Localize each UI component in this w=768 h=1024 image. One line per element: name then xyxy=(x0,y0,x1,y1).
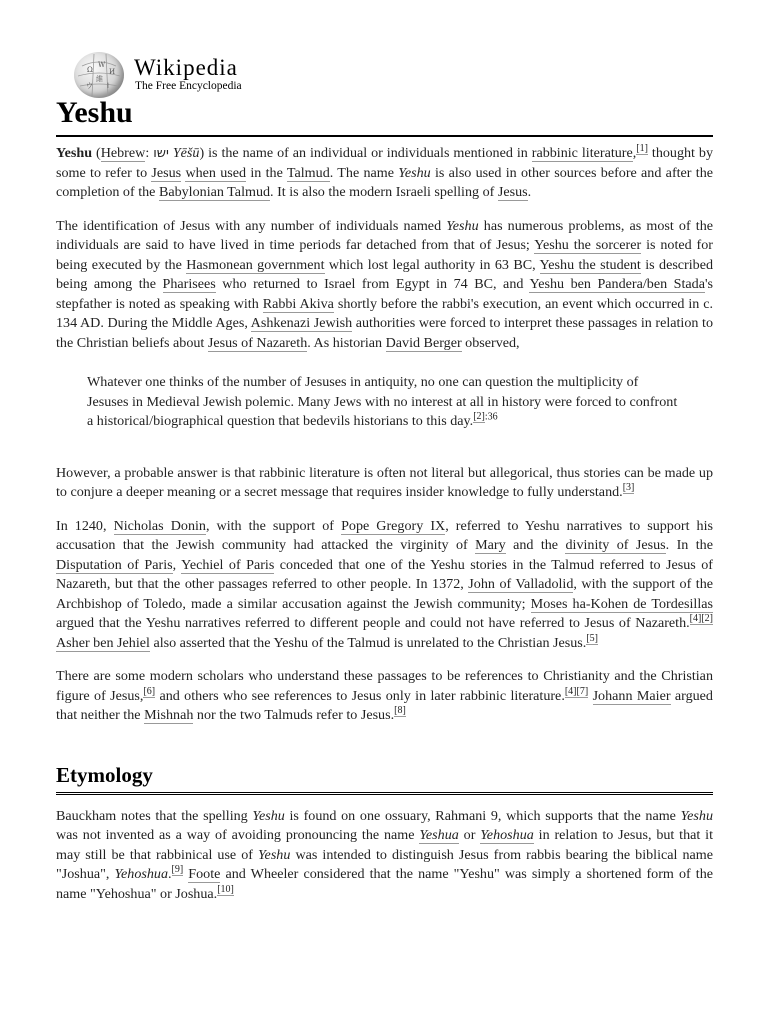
allegory-paragraph: However, a probable answer is that rabbinic literature is often not literal but allegorical, thus stories can be made up to conjure a deeper meaning or a secret message that requires insider knowledge to fully understand.[3] xyxy=(56,464,713,500)
link-yeshu-ben-pandera[interactable]: Yeshu ben Pandera/ben Stada xyxy=(529,276,705,292)
svg-text:ウ: ウ xyxy=(86,82,93,90)
link-disputation-of-paris[interactable]: Disputation of Paris xyxy=(56,556,173,573)
etymology-paragraph: Bauckham notes that the spelling Yeshu is found on one ossuary, Rahmani 9, which supports that the name Yeshu was not invented as a way of avoiding pronouncing the name Yeshua or Yehoshua in relation to Jesus, but that it may still be that rabbinical use of Yeshu was intended to distinguish Jesus from rabbis bearing the biblical name "Joshua", Yehoshua.[9] Foote and Wheeler considered that the name "Yeshu" was simply a shortened form of the name "Yehoshua" or Joshua.[10] xyxy=(56,807,713,902)
page-title: Yeshu xyxy=(56,93,713,137)
puzzle-globe-icon xyxy=(74,52,124,98)
link-ashkenazi-jewish[interactable]: Ashkenazi Jewish xyxy=(250,315,353,331)
link-pharisees[interactable]: Pharisees xyxy=(162,276,216,292)
wordmark: Wikipedia xyxy=(134,55,238,80)
link-yeshua[interactable]: Yeshua xyxy=(419,827,459,843)
link-yechiel-of-paris[interactable]: Yechiel of Paris xyxy=(181,556,275,573)
bold-term: Yeshu xyxy=(56,145,93,161)
etymology-heading: Etymology xyxy=(56,762,713,795)
link-babylonian-talmud[interactable]: Babylonian Talmud xyxy=(158,184,271,200)
ref-3[interactable]: [3] xyxy=(622,482,635,494)
svg-text:維: 維 xyxy=(96,75,103,83)
ref-9[interactable]: [9] xyxy=(171,864,184,876)
link-johann-maier[interactable]: Johann Maier xyxy=(592,687,671,704)
link-jesus-of-nazareth[interactable]: Jesus of Nazareth xyxy=(207,334,308,351)
link-pope-gregory-ix[interactable]: Pope Gregory IX xyxy=(341,517,446,534)
link-hebrew[interactable]: Hebrew xyxy=(100,145,146,161)
ref-2b[interactable]: [2] xyxy=(701,613,713,625)
modern-scholars-paragraph: There are some modern scholars who understand these passages to be references to Christianity and the Christian figure of Jesus,[6] and others who see references to Jesus only in later rabbinic literature.[4][7] Johann Maier argued that neither the Mishnah nor the two Talmuds refer to Jesus.[8] xyxy=(56,668,713,723)
link-david-berger[interactable]: David Berger xyxy=(385,334,462,351)
ref-6[interactable]: [6] xyxy=(143,685,156,697)
link-jesus-2[interactable]: Jesus xyxy=(497,184,528,200)
intro-paragraph: Yeshu (Hebrew: ישו Yēšū) is the name of an individual or individuals mentioned in rabbinic literature,[1] thought by some to refer to Jesus when used in the Talmud. The name Yeshu is also used in other sources before and after the completion of the Babylonian Talmud. It is also the modern Israeli spelling of Jesus. xyxy=(56,143,714,200)
svg-text:Ω: Ω xyxy=(87,66,93,74)
ref-1[interactable]: [1] xyxy=(636,143,648,155)
link-divinity-of-jesus[interactable]: divinity of Jesus xyxy=(565,537,666,553)
ref-5[interactable]: [5] xyxy=(586,632,598,644)
link-rabbinic-literature[interactable]: rabbinic literature xyxy=(531,145,633,161)
hebrew-script: ישו xyxy=(153,146,169,161)
ref-4b[interactable]: [4] xyxy=(564,685,577,697)
svg-text:W: W xyxy=(98,61,106,69)
link-john-of-valladolid[interactable]: John of Valladolid xyxy=(468,576,574,592)
link-when-used[interactable]: when used xyxy=(185,164,247,181)
medieval-paragraph: In 1240, Nicholas Donin, with the support of Pope Gregory IX, referred to Yeshu narratives to support his accusation that the Jewish community had attacked the virginity of Mary and the divinity of Jesus. In the Disputation of Paris, Yechiel of Paris conceded that one of the Yeshu stories in the Talmud referred to Jesus of Nazareth, but that the other passages referred to other people. In 1372, John of Valladolid, with the support of the Archbishop of Toledo, made a similar accusation against the Jewish community; Moses ha-Kohen de Tordesillas argued that the Yeshu narratives referred to different people and could not have referred to Jesus of Nazareth.[4][2] Asher ben Jehiel also asserted that the Yeshu of the Talmud is unrelated to the Christian Jesus.[5] xyxy=(56,517,714,651)
link-rabbi-akiva[interactable]: Rabbi Akiva xyxy=(262,295,334,312)
link-hasmonean-government[interactable]: Hasmonean government xyxy=(186,256,325,273)
block-quote: Whatever one thinks of the number of Jesuses in antiquity, no one can question the multiplicity of Jesuses in Medieval Jewish polemic. Many Jews with no interest at all in history were forced to confront a historical/biographical question that bedevils historians to this day.$^{[2]:36}$ xyxy=(87,374,678,429)
link-jesus[interactable]: Jesus xyxy=(151,164,182,181)
tagline: The Free Encyclopedia xyxy=(135,80,242,92)
link-foote[interactable]: Foote xyxy=(188,866,221,882)
link-yehoshua[interactable]: Yehoshua xyxy=(480,827,534,843)
ref-8[interactable]: [8] xyxy=(394,705,406,717)
transliteration: Yēšū xyxy=(172,145,200,161)
article-body xyxy=(56,140,713,918)
identification-paragraph: The identification of Jesus with any number of individuals named Yeshu has numerous problems, as most of the individuals are said to have lived in time periods far detached from that of Jesus; Yeshu the sorcerer is noted for being executed by the Hasmonean government which lost legal authority in 63 BC, Yeshu the student is described being among the Pharisees who returned to Israel from Egypt in 74 BC, and Yeshu ben Pandera/ben Stada's stepfather is noted as speaking with Rabbi Akiva shortly before the rabbi's execution, an event which occurred in c. 134 AD. During the Middle Ages, Ashkenazi Jewish authorities were forced to interpret these passages in relation to the Christian beliefs about Jesus of Nazareth. As historian David Berger observed, xyxy=(56,217,714,351)
ref-4[interactable]: [4] xyxy=(689,613,702,625)
link-mishnah[interactable]: Mishnah xyxy=(144,707,194,723)
svg-text:И: И xyxy=(109,68,116,76)
link-yeshu-the-student[interactable]: Yeshu the student xyxy=(539,256,641,273)
link-mary[interactable]: Mary xyxy=(475,537,506,553)
ref-10[interactable]: [10] xyxy=(217,883,234,895)
ref-7[interactable]: [7] xyxy=(576,685,589,697)
svg-text:ا: ا xyxy=(107,82,109,90)
link-asher-ben-jehiel[interactable]: Asher ben Jehiel xyxy=(56,634,150,651)
link-nicholas-donin[interactable]: Nicholas Donin xyxy=(113,517,206,534)
ref-2[interactable]: [2] xyxy=(473,411,485,423)
link-talmud[interactable]: Talmud xyxy=(286,164,330,181)
link-moses-ha-kohen[interactable]: Moses ha-Kohen de Tordesillas xyxy=(530,595,713,612)
link-yeshu-the-sorcerer[interactable]: Yeshu the sorcerer xyxy=(534,237,642,253)
